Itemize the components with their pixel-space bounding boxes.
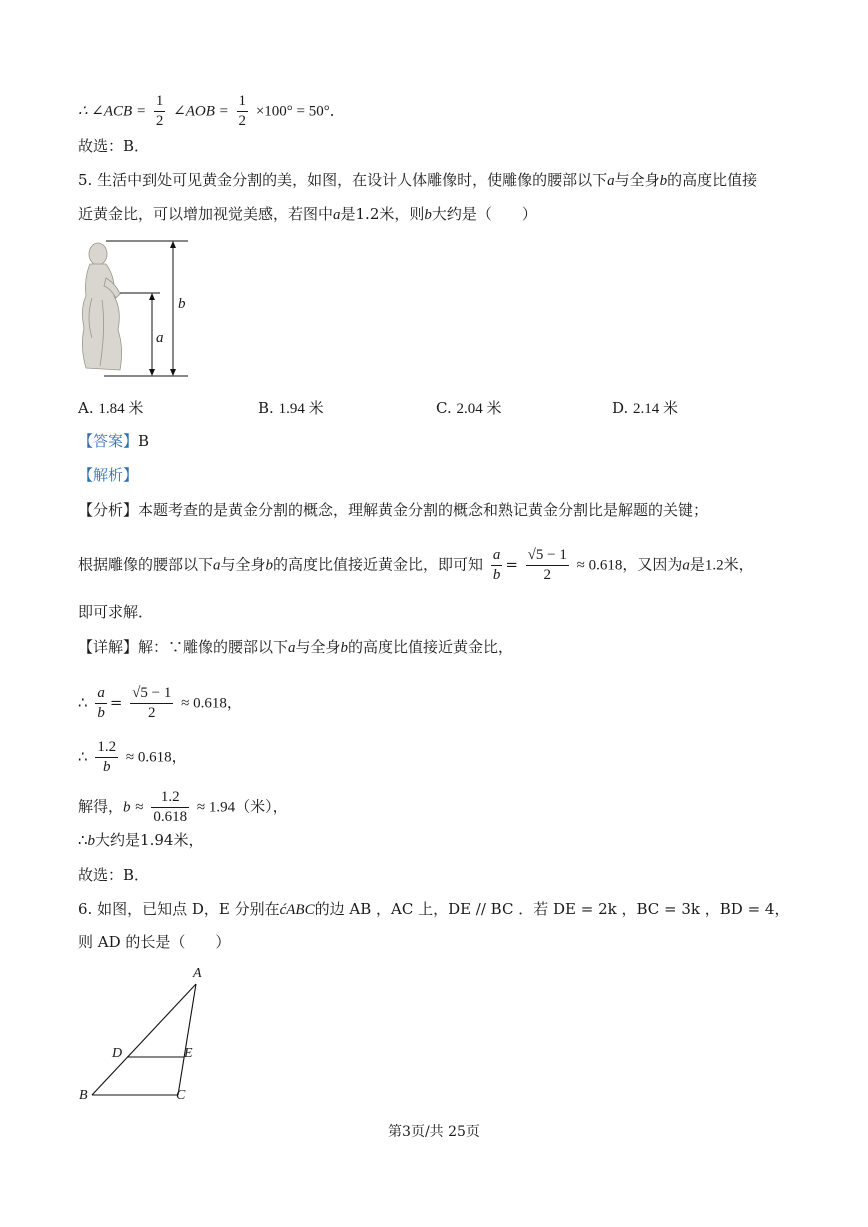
option-b[interactable]: B. 1.94 米 (258, 399, 324, 417)
conclude-line: 即可求解． (78, 603, 154, 621)
prev-choice: 故选：B． (78, 137, 150, 155)
fenxi-line: 【分析】本题考查的是黄金分割的概念，理解黄金分割的概念和熟记黄金分割比是解题的关键； (78, 501, 709, 519)
vertex-a: A (193, 966, 202, 981)
q6-stem-line1: 6. 如图，已知点 D，E 分别在ćABC的边 AB ，AC 上，DE // BC ．若 DE = 2k ，BC = 3k ，BD = 4， (78, 900, 790, 918)
page-footer: 第3页/共 25页 (388, 1124, 480, 1140)
label-a: a (156, 330, 164, 346)
vertex-d: D (112, 1046, 123, 1061)
q5-stem-line2: 近黄金比，可以增加视觉美感，若图中a是1.2米，则b大约是（ ） (78, 205, 537, 223)
q5-choice: 故选：B． (78, 866, 150, 884)
step2: ∴ $\frac{1.2}{b}$ ≈ 0.618， (78, 739, 187, 775)
prev-result: ∴ ∠ACB = $\frac{1}{2}$ ∠AOB = $\frac{1}{2}$ ×100° = 50°． (78, 93, 345, 129)
step1: ∴ $\frac{a}{b}$ = $\frac{√5 - 1}{2}$ ≈ 0.618， (78, 685, 242, 721)
q5-stem-line1: 5. 生活中到处可见黄金分割的美，如图，在设计人体雕像时，使雕像的腰部以下a与全身b的高度比值接 (78, 171, 758, 189)
statue-image (82, 243, 121, 370)
step3: 解得，b ≈ $\frac{1.2}{0.618}$ ≈ 1.94（米）， (78, 789, 288, 825)
triangle-figure (74, 962, 214, 1110)
option-a[interactable]: A. 1.84 米 (78, 399, 144, 417)
option-c[interactable]: C. 2.04 米 (436, 399, 502, 417)
statue-figure (76, 238, 196, 380)
q6-stem-line2: 则 AD 的长是（ ） (78, 933, 231, 951)
analysis-tag: 【解析】 (78, 466, 139, 484)
detail-line: 【详解】解：∵雕像的腰部以下a与全身b的高度比值接近黄金比， (78, 638, 514, 656)
answer-line: 【答案】B (78, 432, 150, 450)
step4: ∴b大约是1.94米， (78, 831, 204, 849)
vertex-b: B (79, 1088, 88, 1103)
option-d[interactable]: D. 2.14 米 (612, 399, 679, 417)
vertex-e: E (184, 1046, 193, 1061)
vertex-c: C (176, 1088, 186, 1103)
basis-line: 根据雕像的腰部以下a与全身b的高度比值接近黄金比，即可知 $\frac{a}{b}$ = $\frac{√5 - 1}{2}$ ≈ 0.618，又因为a是1.2米， (78, 547, 754, 583)
answer-tag: 【答案】 (78, 432, 139, 450)
label-b: b (178, 296, 186, 312)
